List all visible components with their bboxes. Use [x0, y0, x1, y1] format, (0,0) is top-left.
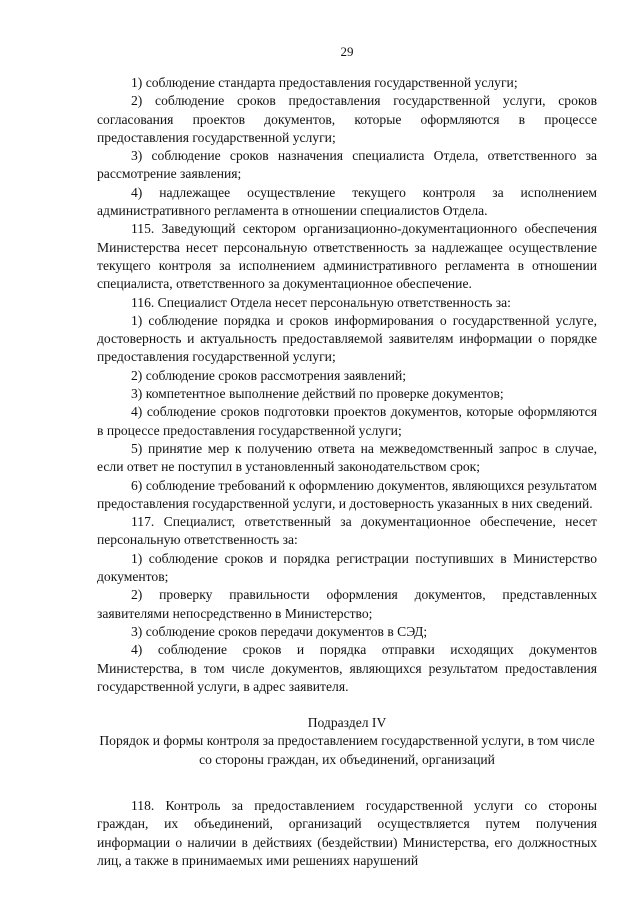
subsection-heading: Порядок и формы контроля за предоставлением государственной услуги, в том числе со стороны граждан, их объединений, организаций [99, 733, 595, 767]
paragraph-117-item-4: 4) соблюдение сроков и порядка отправки исходящих документов Министерства, в том числе документов, являющихся результатом предоставления государственной услуги, в адрес заявителя. [97, 642, 597, 694]
paragraph-118: 118. Контроль за предоставлением государственной услуги со стороны граждан, их объединений, организаций осуществляется путем получения информации о наличии в действиях (бездействии) Министерства, его должностных лиц, а также в принимаемых ими решениях нарушений [97, 797, 597, 868]
paragraph-115: 115. Заведующий сектором организационно-документационного обеспечения Министерства несет персональную ответственность за надлежащее осуществление текущего контроля за исполнением административного регламента в отношении специалиста, ответственного за документационное обеспечение. [97, 221, 597, 292]
paragraph-116-item-5: 5) принятие мер к получению ответа на межведомственный запрос в случае, если ответ не поступил в установленный законодательством срок; [97, 440, 597, 475]
paragraph-116-item-4: 4) соблюдение сроков подготовки проектов документов, которые оформляются в процессе предоставления государственной услуги; [97, 404, 597, 438]
paragraph-item-4: 4) надлежащее осуществление текущего контроля за исполнением административного регламента в отношении специалистов Отдела. [97, 184, 597, 219]
paragraph-item-2: 2) соблюдение сроков предоставления государственной услуги, сроков согласования проектов документов, которые оформляются в процессе предоставления государственной услуги; [97, 93, 597, 145]
paragraph-117-item-2: 2) проверку правильности оформления документов, представленных заявителями непосредственно в Министерство; [97, 587, 597, 621]
paragraph-117-item-1: 1) соблюдение сроков и порядка регистрации поступивших в Министерство документов; [97, 550, 597, 585]
paragraph-item-1: 1) соблюдение стандарта предоставления государственной услуги; [131, 75, 518, 90]
document-body [97, 74, 597, 870]
subsection-header [97, 714, 597, 769]
paragraph-116-item-3: 3) компетентное выполнение действий по проверке документов; [131, 386, 504, 402]
paragraph-116-item-6: 6) соблюдение требований к оформлению документов, являющихся результатом предоставления государственной услуги, и достоверность указанных в них сведений. [97, 477, 597, 511]
document-page [97, 0, 597, 905]
paragraph-116: 116. Специалист Отдела несет персональную ответственность за: [131, 294, 511, 310]
subsection-title: Подраздел IV [307, 715, 387, 731]
section-spacer [97, 769, 597, 797]
paragraph-117-item-3: 3) соблюдение сроков передачи документов в СЭД; [131, 623, 428, 639]
paragraph-116-item-1: 1) соблюдение порядка и сроков информирования о государственной услуге, достоверность и актуальность предоставляемой заявителям информации о порядке предоставления государственной услуги; [97, 312, 597, 365]
paragraph-117: 117. Специалист, ответственный за документационное обеспечение, несет персональную ответственность за: [97, 514, 597, 548]
page-number: 29 [340, 44, 354, 59]
paragraph-116-item-2: 2) соблюдение сроков рассмотрения заявлений; [131, 367, 407, 383]
paragraph-item-3: 3) соблюдение сроков назначения специалиста Отдела, ответственного за рассмотрение заявления; [97, 148, 597, 182]
